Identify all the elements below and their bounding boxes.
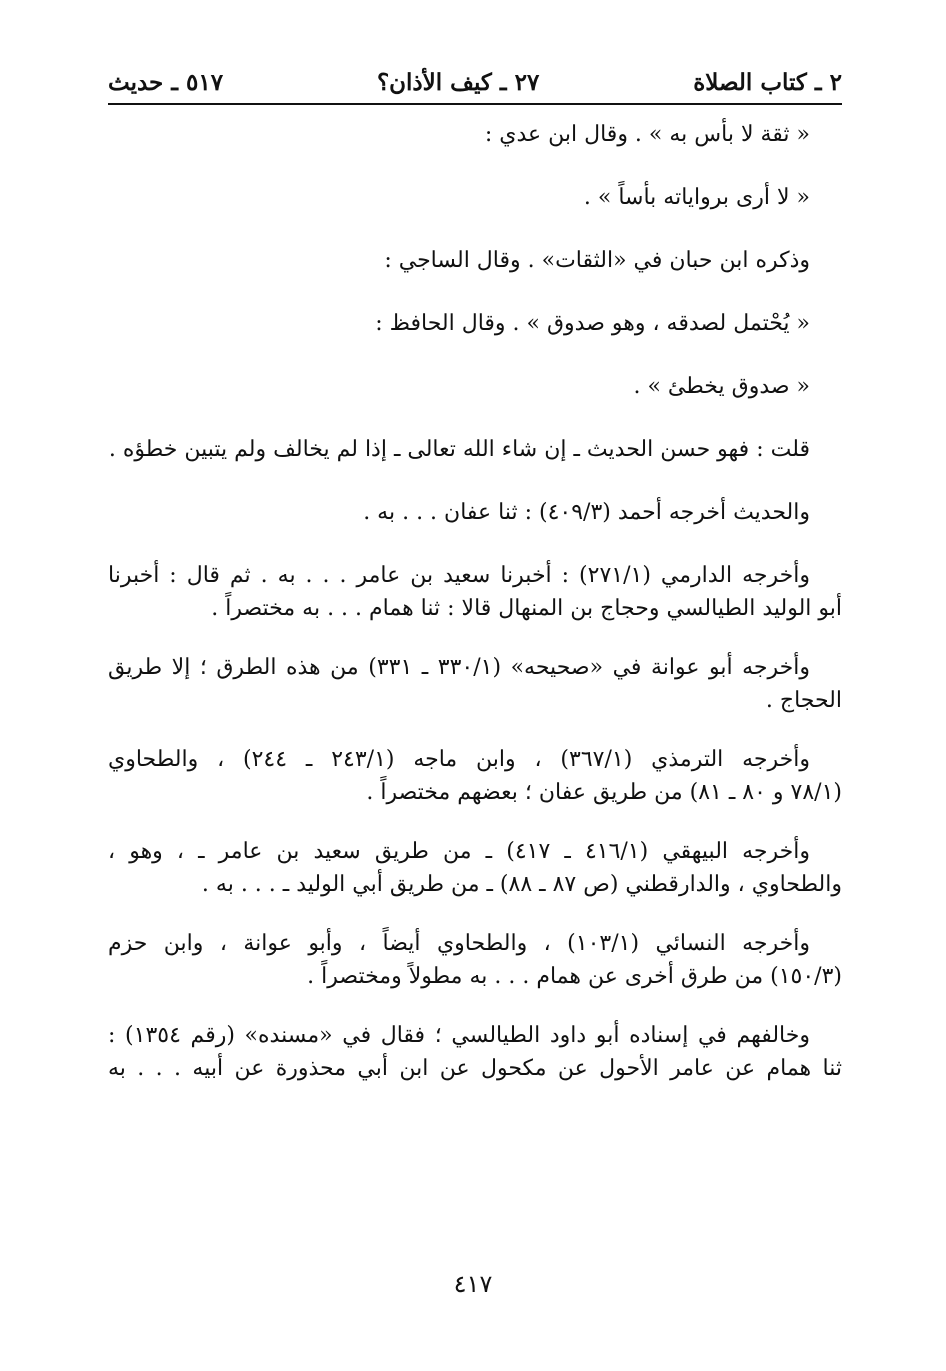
text-line-11: الحجاج . [765,688,842,713]
text-line-8: وأخرجه الدارمي (٢٧١/١) : أخبرنا سعيد بن عامر . . . به . ثم قال : أخبرنا [108,563,810,588]
text-line-4: « يُحْتمل لصدقه ، وهو صدوق » . وقال الحافظ : [375,311,810,336]
text-line-18: وخالفهم في إسناده أبو داود الطيالسي ؛ فقال في «مسنده» (رقم ١٣٥٤) : [108,1023,810,1048]
text-line-2: « لا أرى برواياته بأساً » . [583,185,810,210]
header-rule [108,103,842,105]
text-line-5: « صدوق يخطئ » . [633,374,810,399]
running-header [108,62,842,102]
text-line-6: قلت : فهو حسن الحديث ـ إن شاء الله تعالى ـ إذا لم يخالف ولم يتبين خطؤه . [108,437,810,462]
header-chapter: ٢ ـ كتاب الصلاة [693,68,842,96]
text-line-3: وذكره ابن حبان في «الثقات» . وقال الساجي : [384,248,810,273]
text-line-7: والحديث أخرجه أحمد (٤٠٩/٣) : ثنا عفان . . . به . [363,500,810,525]
header-hadith-number: ٥١٧ ـ حديث [108,68,224,96]
text-line-14: وأخرجه البيهقي (٤١٦/١ ـ ٤١٧) ـ من طريق سعيد بن عامر ـ ، وهو ، [108,839,810,864]
text-line-19: ثنا همام عن عامر الأحول عن مكحول عن ابن أبي محذورة عن أبيه . . . به [108,1056,842,1081]
main-text [108,118,842,1085]
text-line-1: « ثقة لا بأس به » . وقال ابن عدي : [484,122,810,147]
text-line-12: وأخرجه الترمذي (٣٦٧/١) ، وابن ماجه (٢٤٣/١ ـ ٢٤٤) ، والطحاوي [108,747,811,772]
text-line-10: وأخرجه أبو عوانة في «صحيحه» (٣٣٠/١ ـ ٣٣١) من هذه الطرق ؛ إلا طريق [108,655,811,680]
header-section: ٢٧ ـ كيف الأذان؟ [376,68,540,96]
text-line-17: (١٥٠/٣) من طرق أخرى عن همام . . . به مطولاً ومختصراً . [307,964,842,989]
text-line-16: وأخرجه النسائي (١٠٣/١) ، والطحاوي أيضاً ، وأبو عوانة ، وابن حزم [108,931,810,956]
text-line-9: أبو الوليد الطيالسي وحجاج بن المنهال قالا : ثنا همام . . . به مختصراً . [211,596,842,621]
page-number: ٤١٧ [453,1270,493,1298]
text-line-13: (٧٨/١ و ٨٠ ـ ٨١) من طريق عفان ؛ بعضهم مختصراً . [366,780,842,805]
text-line-15: والطحاوي ، والدارقطني (ص ٨٧ ـ ٨٨) ـ من طريق أبي الوليد ـ . . . به . [201,872,842,897]
